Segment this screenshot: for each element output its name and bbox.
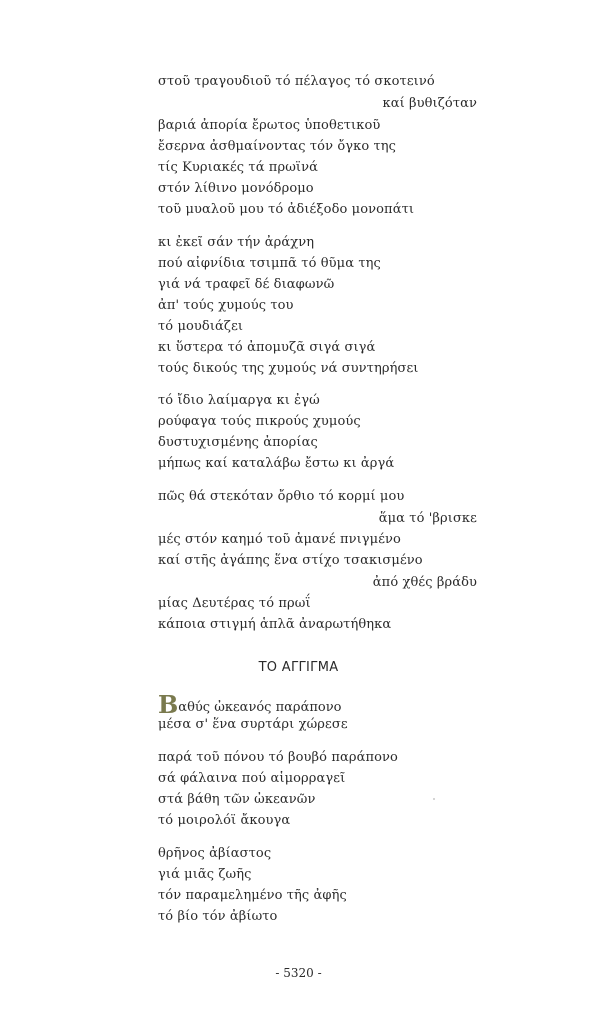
verse-line: στά βάθη τῶν ὠκεανῶν [158,792,316,807]
verse-line: τό ἴδιο λαίμαργα κι ἐγώ [158,393,320,408]
verse-line: τίς Κυριακές τά πρωϊνά [158,160,318,175]
verse-line: κι ὕστερα τό ἀπομυζᾶ σιγά σιγά [158,340,376,355]
verse-line-indented: ἅμα τό 'βρισκε [378,511,477,526]
verse-line: τοῦ μυαλοῦ μου τό ἀδιέξοδο μονοπάτι [158,202,415,217]
paper-speck [433,798,435,800]
verse-line-rest: αθύς ὠκεανός παράπονο [178,700,342,715]
verse-line: κάποια στιγμή ἁπλᾶ ἀναρωτήθηκα [158,617,392,632]
verse-line: βαριά ἀπορία ἔρωτος ὑποθετικοῦ [158,118,381,133]
verse-line: ρούφαγα τούς πικρούς χυμούς [158,414,361,429]
verse-line: θρῆνος ἀβίαστος [158,846,272,861]
verse-line: στόν λίθινο μονόδρομο [158,181,314,196]
verse-line: σά φάλαινα πού αἱμορραγεῖ [158,771,346,786]
verse-line: ἀπ' τούς χυμούς του [158,298,294,313]
verse-line: τόν παραμελημένο τῆς ἀφῆς [158,888,347,903]
verse-line: τό βίο τόν ἀβίωτο [158,909,278,924]
verse-line: μές στόν καημό τοῦ ἀμανέ πνιγμένο [158,532,401,547]
drop-cap-letter: Β [158,690,179,719]
verse-line: παρά τοῦ πόνου τό βουβό παράπονο [158,750,398,765]
verse-line: κι ἐκεῖ σάν τήν ἀράχνη [158,235,315,250]
verse-line: ἔσερνα ἀσθμαίνοντας τόν ὄγκο της [158,139,397,154]
verse-line-indented: ἀπό χθές βράδυ [372,575,477,590]
verse-line: καί στῆς ἀγάπης ἕνα στίχο τσακισμένο [158,553,423,568]
verse-line: τούς δικούς της χυμούς νά συντηρήσει [158,361,419,376]
verse-line: πού αἰφνίδια τσιμπᾶ τό θῦμα της [158,256,381,271]
verse-line-with-dropcap [158,690,342,719]
poem-title: ΤΟ ΑΓΓΙΓΜΑ [258,660,339,675]
verse-line: μίας Δευτέρας τό πρωΐ [158,596,311,611]
verse-line: δυστυχισμένης ἀπορίας [158,435,318,450]
verse-line: πῶς θά στεκόταν ὄρθιο τό κορμί μου [158,489,405,504]
verse-line: μέσα σ' ἕνα συρτάρι χώρεσε [158,717,348,732]
page-number: - 5320 - [275,966,322,980]
verse-line: γιά νά τραφεῖ δέ διαφωνῶ [158,277,335,292]
verse-line-indented: καί βυθιζόταν [382,96,477,111]
verse-line: μήπως καί καταλάβω ἔστω κι ἀργά [158,456,395,471]
verse-line: τό μουδιάζει [158,319,244,334]
verse-line: γιά μιᾶς ζωῆς [158,867,252,882]
verse-line: τό μοιρολόϊ ἄκουγα [158,813,291,828]
verse-line: στοῦ τραγουδιοῦ τό πέλαγος τό σκοτεινό [158,74,435,89]
